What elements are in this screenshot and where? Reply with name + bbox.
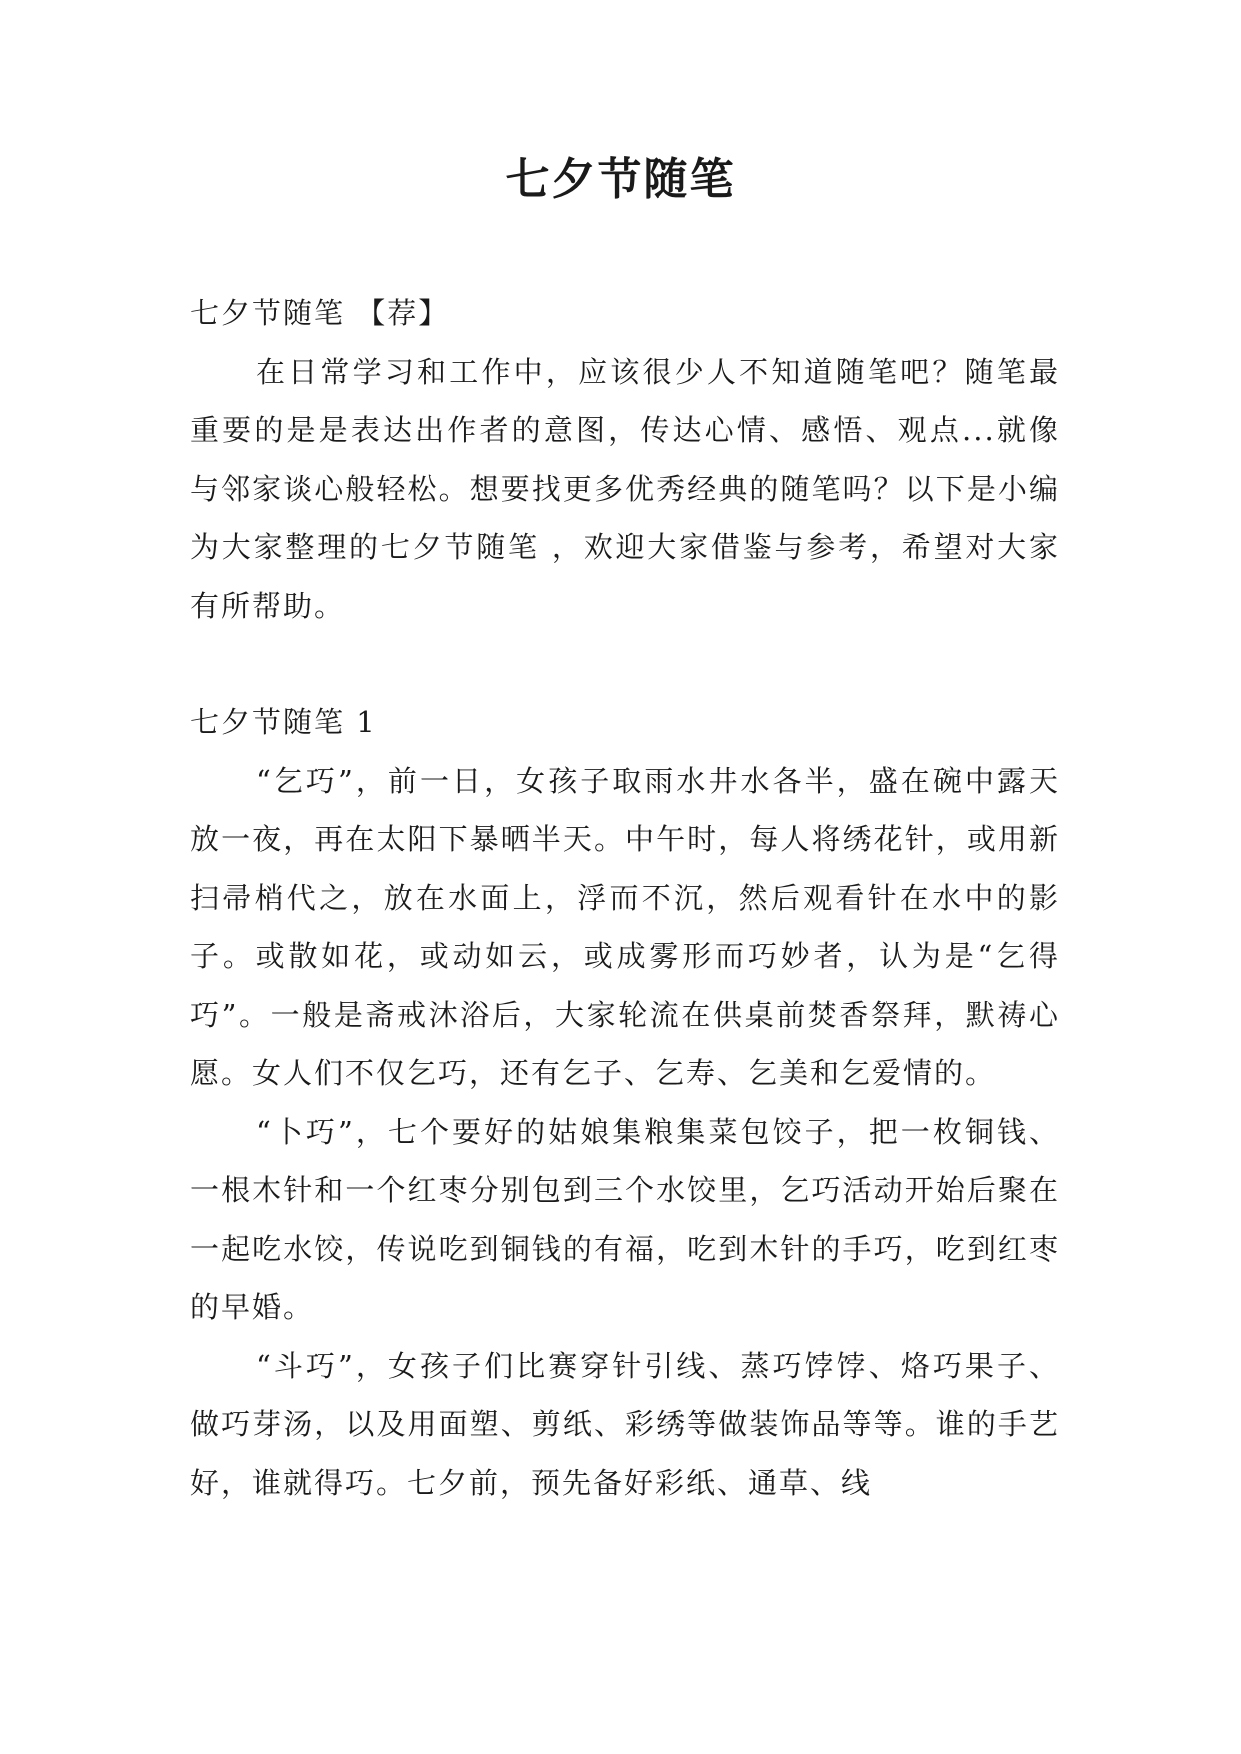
document-body: [190, 284, 1060, 1512]
document-title: 七夕节随笔: [505, 154, 736, 205]
intro-heading: 七夕节随笔 【荐】: [190, 296, 450, 330]
paragraph-qiqiao: “乞巧”，前一日，女孩子取雨水井水各半，盛在碗中露天放一夜，再在太阳下暴晒半天。中午时，每人将绣花针，或用新扫帚梢代之，放在水面上，浮而不沉，然后观看针在水中的影子。或散如花，或动如云，或成雾形而巧妙者，认为是“乞得巧”。一般是斋戒沐浴后，大家轮流在供桌前焚香祭拜，默祷心愿。女人们不仅乞巧，还有乞子、乞寿、乞美和乞爱情的。: [190, 763, 1060, 1090]
paragraph-buqiao: “卜巧”，七个要好的姑娘集粮集菜包饺子，把一枚铜钱、一根木针和一个红枣分别包到三个水饺里，乞巧活动开始后聚在一起吃水饺，传说吃到铜钱的有福，吃到木针的手巧，吃到红枣的早婚。: [190, 1114, 1060, 1324]
paragraph-douqiao: “斗巧”，女孩子们比赛穿针引线、蒸巧饽饽、烙巧果子、做巧芽汤，以及用面塑、剪纸、彩绣等做装饰品等等。谁的手艺好，谁就得巧。七夕前，预先备好彩纸、通草、线: [190, 1348, 1060, 1500]
section-heading: 七夕节随笔 1: [190, 705, 377, 739]
section-spacer: [190, 635, 1060, 693]
intro-paragraph: 在日常学习和工作中，应该很少人不知道随笔吧？随笔最重要的是是表达出作者的意图，传达心情、感悟、观点...就像与邻家谈心般轻松。想要找更多优秀经典的随笔吗？以下是小编为大家整理的七夕节随笔 ，欢迎大家借鉴与参考，希望对大家有所帮助。: [190, 354, 1060, 623]
